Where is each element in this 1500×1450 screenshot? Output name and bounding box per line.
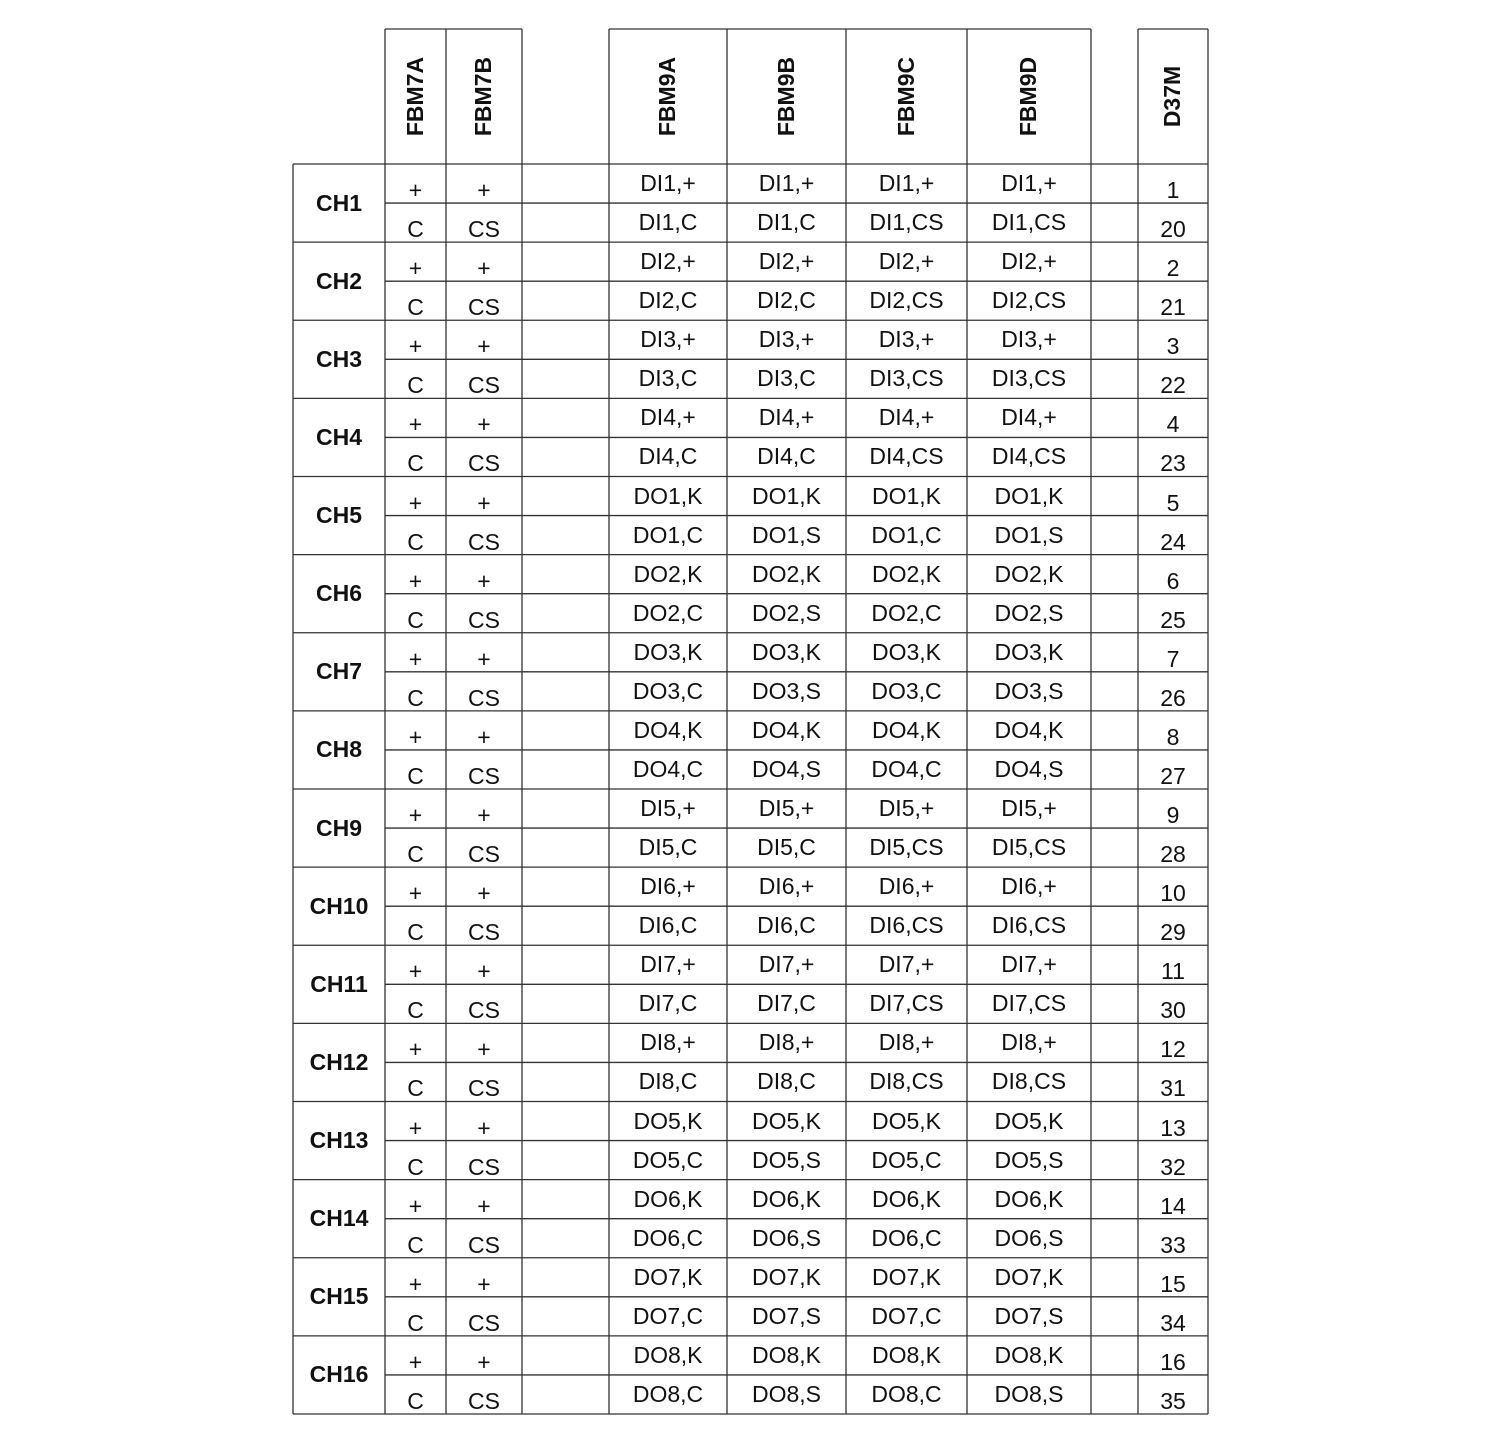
fbm7b-cell: CS bbox=[468, 294, 500, 321]
header-fbm9a bbox=[609, 29, 727, 164]
fbm9-cell: DI1,C bbox=[757, 209, 816, 236]
fbm9-cell: DO7,S bbox=[994, 1302, 1064, 1329]
pin-cell: 12 bbox=[1160, 1036, 1186, 1063]
fbm7b-cell: CS bbox=[468, 762, 500, 789]
fbm9-cell: DO8,S bbox=[994, 1380, 1064, 1407]
channel-label: CH14 bbox=[309, 1205, 369, 1232]
header-fbm9b-label: FBM9B bbox=[772, 56, 799, 137]
fbm9-cell: DI5,+ bbox=[1001, 795, 1057, 822]
fbm9-cell: DO3,C bbox=[871, 677, 942, 704]
fbm7a-cell: + bbox=[408, 723, 423, 750]
fbm7b-cell: + bbox=[477, 1192, 491, 1219]
fbm9-cell: DO1,C bbox=[632, 521, 704, 548]
fbm7b-cell: + bbox=[477, 177, 491, 204]
channel-label: CH1 bbox=[315, 189, 362, 216]
fbm7b-cell: CS bbox=[468, 1153, 500, 1180]
fbm9-cell: DO2,S bbox=[994, 599, 1064, 626]
fbm7a-cell: + bbox=[408, 802, 423, 829]
fbm7b-cell: + bbox=[477, 1114, 491, 1141]
fbm9-cell: DO1,K bbox=[994, 482, 1064, 509]
fbm7a-cell: + bbox=[408, 411, 423, 438]
fbm7b-cell: CS bbox=[468, 1231, 500, 1258]
pin-cell: 8 bbox=[1166, 723, 1180, 750]
fbm9-cell: DI6,CS bbox=[991, 912, 1067, 939]
fbm7b-cell: CS bbox=[468, 1075, 500, 1102]
fbm7a-cell: C bbox=[407, 1231, 424, 1258]
fbm7a-cell: C bbox=[407, 1309, 424, 1336]
fbm9-cell: DI6,CS bbox=[869, 912, 944, 939]
fbm9-cell: DI4,+ bbox=[640, 404, 696, 431]
fbm7b-cell: CS bbox=[468, 1387, 500, 1414]
fbm7b-cell: CS bbox=[468, 684, 500, 711]
fbm9-cell: DI5,+ bbox=[758, 795, 815, 822]
fbm9-cell: DI3,+ bbox=[878, 326, 935, 353]
pin-cell: 3 bbox=[1166, 333, 1180, 360]
fbm7a-cell: C bbox=[407, 294, 424, 321]
fbm9-cell: DI4,C bbox=[638, 443, 698, 470]
fbm9-cell: DO4,C bbox=[632, 755, 704, 782]
fbm9-cell: DI2,C bbox=[757, 287, 816, 314]
header-fbm7b bbox=[446, 29, 522, 164]
fbm9-cell: DO2,K bbox=[751, 560, 822, 587]
fbm9-cell: DO4,C bbox=[871, 755, 942, 782]
fbm9-cell: DO6,C bbox=[632, 1224, 704, 1251]
fbm9-cell: DI7,+ bbox=[640, 951, 696, 978]
fbm9-cell: DI4,CS bbox=[869, 443, 944, 470]
fbm7b-cell: CS bbox=[468, 372, 500, 399]
fbm7a-cell: + bbox=[408, 1114, 423, 1141]
pin-cell: 7 bbox=[1166, 645, 1180, 672]
fbm9-cell: DI1,CS bbox=[869, 209, 944, 236]
pin-cell: 1 bbox=[1166, 177, 1180, 204]
fbm9-cell: DO7,C bbox=[632, 1302, 704, 1329]
fbm7a-cell: C bbox=[407, 997, 424, 1024]
fbm9-cell: DI3,CS bbox=[869, 365, 944, 392]
pin-cell: 35 bbox=[1160, 1387, 1186, 1414]
fbm7a-cell: + bbox=[408, 489, 423, 516]
fbm9-cell: DO2,C bbox=[632, 599, 704, 626]
channel-label: CH8 bbox=[315, 736, 362, 763]
fbm9-cell: DO1,K bbox=[751, 482, 822, 509]
pin-cell: 33 bbox=[1160, 1231, 1186, 1258]
fbm7b-cell: CS bbox=[468, 997, 500, 1024]
fbm7b-cell: + bbox=[477, 802, 491, 829]
channel-label: CH4 bbox=[315, 423, 362, 450]
channel-label: CH15 bbox=[309, 1283, 369, 1310]
fbm9-cell: DI6,+ bbox=[758, 873, 815, 900]
fbm7b-cell: + bbox=[477, 333, 491, 360]
fbm9-cell: DI7,C bbox=[757, 990, 816, 1017]
fbm7b-cell: + bbox=[477, 489, 491, 516]
channel-label: CH9 bbox=[315, 814, 362, 841]
fbm9-cell: DI5,CS bbox=[991, 834, 1067, 861]
fbm7a-cell: + bbox=[408, 255, 423, 282]
fbm9-cell: DO7,K bbox=[751, 1263, 822, 1290]
fbm9-cell: DO6,K bbox=[994, 1185, 1064, 1212]
fbm7a-cell: C bbox=[407, 606, 424, 633]
header-fbm9b bbox=[727, 29, 846, 164]
fbm9-cell: DI1,+ bbox=[758, 170, 815, 197]
fbm9-cell: DO4,S bbox=[751, 755, 822, 782]
fbm9-cell: DO1,S bbox=[994, 521, 1064, 548]
fbm9-cell: DI1,+ bbox=[640, 170, 696, 197]
fbm7a-cell: + bbox=[408, 567, 423, 594]
pin-cell: 25 bbox=[1160, 606, 1186, 633]
fbm9-cell: DI8,+ bbox=[1001, 1029, 1057, 1056]
fbm9-cell: DI6,+ bbox=[878, 873, 935, 900]
fbm7b-cell: CS bbox=[468, 606, 500, 633]
fbm9-cell: DI2,+ bbox=[758, 248, 815, 275]
fbm7a-cell: C bbox=[407, 1153, 424, 1180]
fbm7a-cell: C bbox=[407, 528, 424, 555]
fbm9-cell: DO3,S bbox=[751, 677, 822, 704]
pin-cell: 16 bbox=[1160, 1348, 1186, 1375]
fbm7a-cell: + bbox=[408, 1192, 423, 1219]
pin-cell: 31 bbox=[1160, 1075, 1186, 1102]
fbm9-cell: DI7,+ bbox=[878, 951, 935, 978]
fbm7a-cell: + bbox=[408, 880, 423, 907]
fbm9-cell: DI6,+ bbox=[1001, 873, 1057, 900]
fbm9-cell: DI5,CS bbox=[869, 834, 944, 861]
fbm9-cell: DI3,C bbox=[638, 365, 698, 392]
fbm9-cell: DI3,+ bbox=[1001, 326, 1057, 353]
fbm7a-cell: C bbox=[407, 1075, 424, 1102]
fbm9-cell: DI1,C bbox=[638, 209, 698, 236]
fbm9-cell: DI1,+ bbox=[878, 170, 935, 197]
fbm9-cell: DO4,S bbox=[994, 755, 1064, 782]
fbm9-cell: DO4,K bbox=[633, 716, 703, 743]
pin-cell: 28 bbox=[1160, 841, 1186, 868]
fbm7a-cell: C bbox=[407, 762, 424, 789]
fbm7b-cell: CS bbox=[468, 841, 500, 868]
fbm9-cell: DI2,+ bbox=[640, 248, 696, 275]
fbm9-cell: DO7,C bbox=[871, 1302, 942, 1329]
fbm9-cell: DO2,S bbox=[751, 599, 822, 626]
header-fbm9d-label: FBM9D bbox=[1015, 56, 1042, 137]
fbm9-cell: DI8,C bbox=[638, 1068, 698, 1095]
fbm7b-cell: CS bbox=[468, 216, 500, 243]
fbm7b-cell: + bbox=[477, 880, 491, 907]
fbm9-cell: DO3,K bbox=[994, 638, 1064, 665]
fbm9-cell: DO2,K bbox=[871, 560, 942, 587]
fbm9-cell: DI5,+ bbox=[640, 795, 696, 822]
pin-cell: 10 bbox=[1160, 880, 1186, 907]
fbm9-cell: DO3,C bbox=[632, 677, 704, 704]
fbm7a-cell: C bbox=[407, 1387, 424, 1414]
fbm9-cell: DI4,+ bbox=[1001, 404, 1057, 431]
fbm9-cell: DO3,S bbox=[994, 677, 1064, 704]
fbm9-cell: DI4,+ bbox=[758, 404, 815, 431]
fbm9-cell: DI8,CS bbox=[869, 1068, 944, 1095]
fbm7a-cell: C bbox=[407, 450, 424, 477]
fbm9-cell: DI3,+ bbox=[640, 326, 696, 353]
fbm7b-cell: CS bbox=[468, 919, 500, 946]
fbm9-cell: DO8,K bbox=[994, 1341, 1064, 1368]
fbm9-cell: DO7,K bbox=[994, 1263, 1064, 1290]
channel-label: CH6 bbox=[315, 580, 362, 607]
fbm9-cell: DO8,C bbox=[632, 1380, 704, 1407]
fbm9-cell: DO8,K bbox=[871, 1341, 942, 1368]
fbm9-cell: DI7,+ bbox=[1001, 951, 1057, 978]
pin-cell: 24 bbox=[1160, 528, 1186, 555]
fbm9-cell: DO1,S bbox=[751, 521, 822, 548]
fbm9-cell: DI4,CS bbox=[991, 443, 1067, 470]
fbm9-cell: DI7,CS bbox=[991, 990, 1067, 1017]
fbm9-cell: DO3,K bbox=[751, 638, 822, 665]
fbm9-cell: DO1,C bbox=[871, 521, 942, 548]
pin-cell: 30 bbox=[1160, 997, 1186, 1024]
fbm7b-cell: + bbox=[477, 958, 491, 985]
pin-cell: 29 bbox=[1160, 919, 1186, 946]
fbm9-cell: DI2,CS bbox=[991, 287, 1067, 314]
fbm9-cell: DI4,+ bbox=[878, 404, 935, 431]
fbm9-cell: DI8,+ bbox=[640, 1029, 696, 1056]
channel-label: CH7 bbox=[315, 658, 362, 685]
pin-cell: 6 bbox=[1166, 567, 1180, 594]
fbm7b-cell: + bbox=[477, 723, 491, 750]
fbm9-cell: DO3,K bbox=[633, 638, 703, 665]
fbm7a-cell: C bbox=[407, 372, 424, 399]
fbm9-cell: DI7,C bbox=[638, 990, 698, 1017]
pin-cell: 34 bbox=[1160, 1309, 1186, 1336]
fbm7a-cell: + bbox=[408, 1348, 423, 1375]
fbm9-cell: DI2,+ bbox=[1001, 248, 1057, 275]
fbm9-cell: DO6,S bbox=[994, 1224, 1064, 1251]
fbm7b-cell: + bbox=[477, 255, 491, 282]
pin-cell: 11 bbox=[1161, 958, 1185, 985]
fbm9-cell: DI8,C bbox=[757, 1068, 816, 1095]
pin-cell: 4 bbox=[1166, 411, 1180, 438]
pin-cell: 15 bbox=[1160, 1270, 1186, 1297]
fbm9-cell: DO5,S bbox=[994, 1146, 1064, 1173]
fbm9-cell: DO1,K bbox=[633, 482, 703, 509]
fbm9-cell: DO5,K bbox=[994, 1107, 1064, 1134]
fbm9-cell: DO5,K bbox=[751, 1107, 822, 1134]
fbm7b-cell: CS bbox=[468, 528, 500, 555]
fbm9-cell: DI3,CS bbox=[991, 365, 1067, 392]
fbm9-cell: DO8,K bbox=[633, 1341, 703, 1368]
fbm9-cell: DO2,K bbox=[633, 560, 703, 587]
pin-cell: 2 bbox=[1166, 255, 1180, 282]
channel-label: CH3 bbox=[315, 345, 362, 372]
fbm7a-cell: C bbox=[407, 216, 424, 243]
fbm9-cell: DO4,K bbox=[751, 716, 822, 743]
fbm9-cell: DO8,S bbox=[751, 1380, 822, 1407]
fbm7a-cell: + bbox=[408, 177, 423, 204]
fbm9-cell: DO4,K bbox=[871, 716, 942, 743]
fbm9-cell: DO7,S bbox=[751, 1302, 822, 1329]
fbm9-cell: DI8,+ bbox=[878, 1029, 935, 1056]
fbm9-cell: DO1,K bbox=[871, 482, 942, 509]
header-fbm9a-label: FBM9A bbox=[654, 56, 681, 137]
fbm9-cell: DO8,C bbox=[871, 1380, 942, 1407]
pin-cell: 5 bbox=[1166, 489, 1180, 516]
fbm7b-cell: + bbox=[477, 1270, 491, 1297]
fbm9-cell: DO2,K bbox=[994, 560, 1064, 587]
fbm9-cell: DO6,K bbox=[751, 1185, 822, 1212]
fbm7a-cell: + bbox=[408, 1270, 423, 1297]
fbm9-cell: DO6,K bbox=[871, 1185, 942, 1212]
fbm9-cell: DI1,+ bbox=[1001, 170, 1057, 197]
fbm9-cell: DO5,K bbox=[633, 1107, 703, 1134]
channel-label: CH12 bbox=[309, 1048, 369, 1075]
pin-cell: 20 bbox=[1160, 216, 1186, 243]
fbm9-cell: DO6,K bbox=[633, 1185, 703, 1212]
fbm9-cell: DI8,+ bbox=[758, 1029, 815, 1056]
fbm9-cell: DI5,C bbox=[757, 834, 816, 861]
fbm9-cell: DI2,+ bbox=[878, 248, 935, 275]
fbm9-cell: DO2,C bbox=[871, 599, 942, 626]
fbm7b-cell: + bbox=[477, 1348, 491, 1375]
header-fbm9c bbox=[846, 29, 967, 164]
fbm9-cell: DO6,S bbox=[751, 1224, 822, 1251]
pin-cell: 21 bbox=[1160, 294, 1186, 321]
fbm9-cell: DI7,CS bbox=[869, 990, 944, 1017]
fbm7a-cell: C bbox=[407, 841, 424, 868]
fbm9-cell: DO5,C bbox=[632, 1146, 704, 1173]
fbm7a-cell: + bbox=[408, 645, 423, 672]
fbm9-cell: DO7,K bbox=[633, 1263, 703, 1290]
header-fbm7a bbox=[385, 29, 446, 164]
fbm9-cell: DI8,CS bbox=[991, 1068, 1067, 1095]
fbm9-cell: DI5,+ bbox=[878, 795, 935, 822]
fbm7b-cell: + bbox=[477, 645, 491, 672]
fbm9-cell: DI5,C bbox=[638, 834, 698, 861]
fbm7a-cell: C bbox=[407, 684, 424, 711]
fbm7b-cell: + bbox=[477, 567, 491, 594]
header-fbm7b-label: FBM7B bbox=[470, 56, 497, 137]
fbm7b-cell: CS bbox=[468, 450, 500, 477]
channel-label: CH10 bbox=[309, 892, 369, 919]
fbm7b-cell: + bbox=[477, 411, 491, 438]
pin-cell: 26 bbox=[1160, 684, 1186, 711]
fbm7b-cell: + bbox=[477, 1036, 491, 1063]
header-fbm9c-label: FBM9C bbox=[892, 56, 919, 137]
header-d37m-label: D37M bbox=[1159, 65, 1186, 128]
fbm9-cell: DI4,C bbox=[757, 443, 816, 470]
pin-cell: 13 bbox=[1160, 1114, 1186, 1141]
fbm9-cell: DI1,CS bbox=[991, 209, 1067, 236]
fbm9-cell: DI6,+ bbox=[640, 873, 696, 900]
fbm9-cell: DO6,C bbox=[871, 1224, 942, 1251]
fbm9-cell: DI7,+ bbox=[758, 951, 815, 978]
fbm7a-cell: + bbox=[408, 1036, 423, 1063]
channel-label: CH11 bbox=[310, 970, 368, 997]
header-d37m bbox=[1138, 29, 1208, 164]
fbm9-cell: DI3,+ bbox=[758, 326, 815, 353]
header-fbm7a-label: FBM7A bbox=[402, 56, 429, 137]
channel-label: CH16 bbox=[309, 1361, 369, 1388]
pin-cell: 27 bbox=[1160, 762, 1186, 789]
fbm9-cell: DI2,CS bbox=[869, 287, 944, 314]
fbm9-cell: DO5,K bbox=[871, 1107, 942, 1134]
fbm7a-cell: + bbox=[408, 958, 423, 985]
pin-cell: 9 bbox=[1166, 802, 1180, 829]
fbm7a-cell: C bbox=[407, 919, 424, 946]
fbm9-cell: DO3,K bbox=[871, 638, 942, 665]
fbm7b-cell: CS bbox=[468, 1309, 500, 1336]
header-fbm9d bbox=[967, 29, 1091, 164]
fbm9-cell: DO8,K bbox=[751, 1341, 822, 1368]
channel-label: CH2 bbox=[315, 267, 362, 294]
pin-cell: 23 bbox=[1160, 450, 1186, 477]
pin-cell: 22 bbox=[1160, 372, 1186, 399]
fbm9-cell: DI2,C bbox=[638, 287, 698, 314]
fbm9-cell: DI3,C bbox=[757, 365, 816, 392]
fbm9-cell: DO4,K bbox=[994, 716, 1064, 743]
fbm7a-cell: + bbox=[408, 333, 423, 360]
channel-label: CH5 bbox=[315, 502, 362, 529]
pin-cell: 14 bbox=[1160, 1192, 1186, 1219]
fbm9-cell: DO5,S bbox=[751, 1146, 822, 1173]
pin-cell: 32 bbox=[1160, 1153, 1186, 1180]
fbm9-cell: DO5,C bbox=[871, 1146, 942, 1173]
fbm9-cell: DI6,C bbox=[757, 912, 816, 939]
fbm9-cell: DO7,K bbox=[871, 1263, 942, 1290]
channel-label: CH13 bbox=[309, 1127, 369, 1154]
fbm9-cell: DI6,C bbox=[638, 912, 698, 939]
